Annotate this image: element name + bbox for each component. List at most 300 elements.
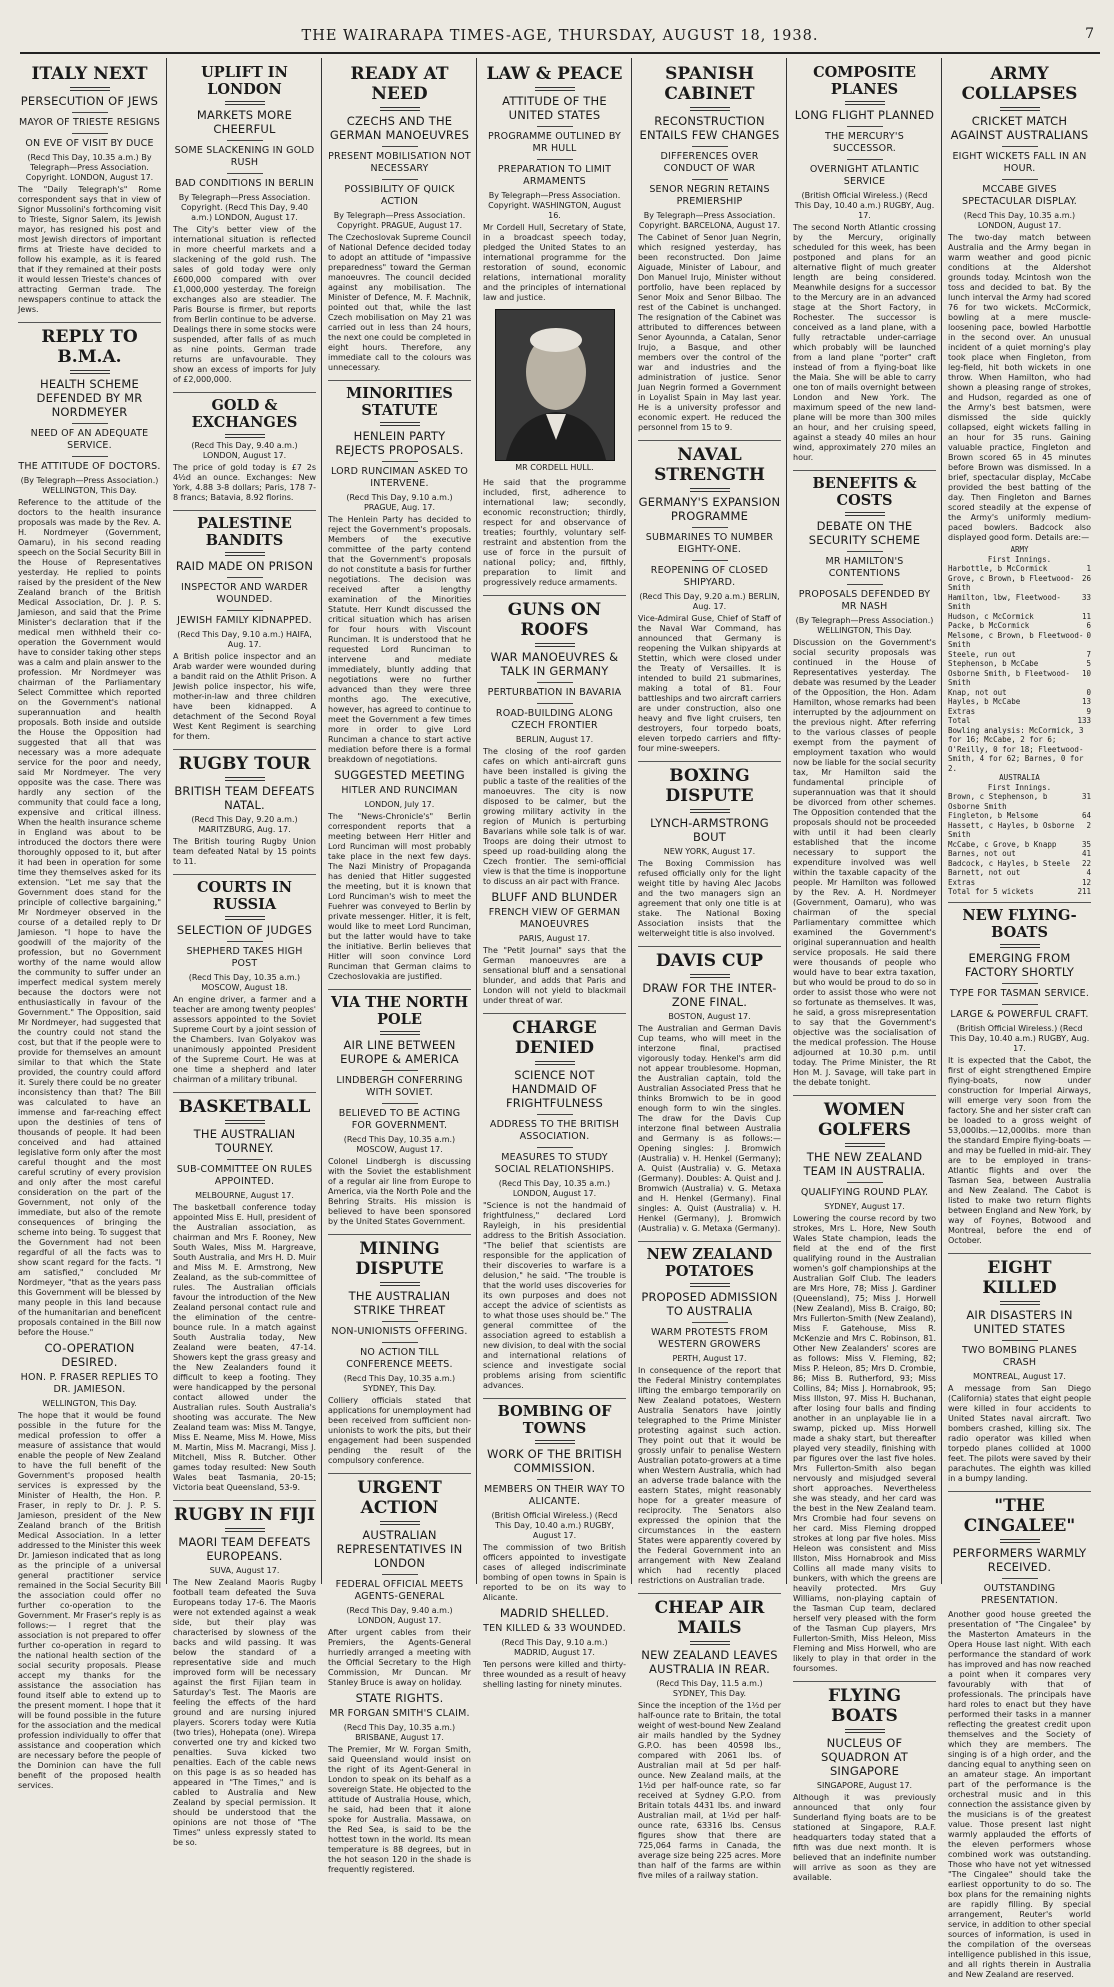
deck-separator [382,1070,418,1071]
scorecard-row [948,650,1091,660]
deck: ATTITUDE OF THE UNITED STATES [502,94,607,122]
dateline: (Recd This Day, 10.35 a.m.) MOSCOW, August 18. [188,973,301,992]
dateline: (British Official Wireless.) (Recd This Day, 10.40 a.m.) RUGBY, Aug. 17. [794,191,935,220]
headline-rule [690,1283,730,1287]
dateline: (British Official Wireless.) (Recd This Day, 10.40 a.m.) RUGBY, August 17. [491,1511,618,1540]
deck: PROPOSED ADMISSION TO AUSTRALIA [641,1290,778,1318]
article-body: A British police inspector and an Arab warder were wounded during a bandit raid on the Athlit Prison. A Jewish police inspector, his wife, mother-in-law and three children have been kidnapped. A detachment of the Second Royal West Kent Regiment is searching for them. [173,652,316,741]
deck-separator [692,527,728,528]
dateline: SINGAPORE, August 17. [816,1781,913,1790]
article-body: After urgent cables from their Premiers, the Agents-General hurriedly arranged a meeting with the Official Secretary to the High Commission, Mr Duncan. Mr Stanley Bruce is away on holiday. [328,1628,471,1687]
deck: WAR MANOEUVRES & TALK IN GERMANY [490,650,619,678]
dateline: BERLIN, August 17. [515,735,594,744]
deck: DRAW FOR THE INTER-ZONE FINAL. [642,981,777,1009]
scorecard-row [948,868,1091,878]
headline: PALESTINE BANDITS [197,515,292,549]
deck: AIR DISASTERS IN UNITED STATES [966,1307,1073,1336]
article-body: It is expected that the Cabot, the first of eight strengthened Empire flying-boats, now under construction for Imperial Airways, will emerge very soon from the factory. She and her sister craft can be loaded to a gross weight of 53,000lbs.—12,000lbs. more than the standard Empire flying-boats —and may be fuelled in mid-air. They are to be employed in trans-Atlantic flights and over the Tasman Sea, between Australia and New Zealand. The Cabot is listed to make two return flights between England and New York, by way of Foynes, Botwood and Montreal, before the end of October. [948,1055,1091,1245]
headline: ITALY NEXT [31,64,148,84]
headline: BOMBING OF TOWNS [497,1403,612,1437]
article-body: Ten persons were killed and thirty-three wounded as a result of heavy shelling lasting for ninety minutes. [483,1660,626,1689]
batsman: Knap, not out [948,687,1007,697]
dateline: By Telegraph—Press Association. Copyright. (Recd This Day, 9.40 a.m.) LONDON, August 17. [178,193,311,222]
dateline: (Recd This Day, 10.35 a.m.) SYDNEY, This Day. [343,1374,456,1393]
story [948,1258,1091,1492]
article-body: He said that the programme included, first, adherence to international law; secondly, economic reconstruction; thirdly, respect for and observance of treaties; fourthly, voluntary self-restraint and abstention from the use of force in the pursuit of national policy; and, fifthly, preparation to limit and progressively reduce armaments. [483,478,626,587]
deck-separator [382,1342,418,1343]
deck: WARM PROTESTS FROM WESTERN GROWERS [650,1327,769,1350]
story [638,951,781,1242]
headline-rule [845,512,885,516]
batsman: Hassett, c Hayles, b Osborne Smith [948,820,1075,839]
story [948,907,1091,1254]
dateline: (Recd This Day, 9.10 a.m.) HAIFA, Aug. 17. [177,630,312,649]
deck-separator [1002,1004,1038,1005]
subdeck: FRENCH VIEW OF GERMAN MANOEUVRES [488,907,621,930]
batsman: Badcock, c Hayles, b Steele [948,858,1070,868]
story [793,64,936,471]
bowling-analysis: Bowling analysis: McCormick, 3 for 16; McCabe, 2 for 6; O'Reilly, 0 for 18; Fleetwood-Smith, 4 for 62; Barnes, 0 for 2. [948,725,1084,773]
deck: THE MERCURY'S SUCCESSOR. [825,131,904,154]
scorecard-row [948,688,1091,698]
total-runs: 133 [1077,716,1091,725]
dateline: (Recd This Day, 10.35 a.m.) LONDON, August 17. [498,1179,611,1198]
headline: SPANISH CABINET [664,64,755,104]
subheadline: MADRID SHELLED. [499,1606,610,1620]
dateline: (Recd This Day, 9.10 a.m.) MADRID, August 17. [501,1638,608,1657]
column-2 [173,60,316,1847]
headline: NEW ZEALAND POTATOES [646,1246,773,1280]
article-body: The New Zealand Maoris Rugby football team defeated the Suva Europeans today 17-6. The Maoris were not extended against a weak side, but their play was characterised by slowness of the backs and wild passing. It was below the standard of a representative side and much improved form will be necessary against the first Fijian team in Saturday's Test. The Maoris are feeling the effects of the hard ground and are nursing injured players. Scorers today were Kutia (two tries), Hohepata (one). Wirepa converted one try and kicked two penalties. Suva kicked two penalties. Each of the cable news on this page is as so headed has appeared in "The Times," and is cabled to Australia and New Zealand by special permission. It should be understood that the opinions are not those of "The Times" unless expressly stated to be so. [173,1578,316,1847]
story [638,766,781,947]
deck-separator [227,610,263,611]
deck: LORD RUNCIMAN ASKED TO INTERVENE. [330,466,469,489]
total-label: Total [948,716,971,725]
headline-rule [535,1440,575,1444]
innings-label: First Innings. [987,554,1052,564]
batsman: Barnes, not out [948,849,1016,858]
headline: "THE CINGALEE" [963,1495,1076,1536]
runs: 33 [1081,592,1091,602]
deck-separator [537,703,573,704]
column-rule [941,58,942,1584]
runs: 35 [1081,839,1091,849]
story [173,64,316,393]
deck-separator [1002,179,1038,180]
deck: TWO BOMBING PLANES CRASH [961,1344,1077,1368]
batsman: Grove, c Brown, b Fleetwood-Smith [948,573,1075,592]
article-body: Lowering the course record by two strokes, Mrs L. Hore, New South Wales State champion, leads the field at the end of the first qualifying round in the Australian women's golf championships at the Australian Golf Club. The leaders are Mrs Hore, 78; Miss J. Gardiner (Queensland), 75; Miss J. Horwell (New Zealand), Miss B. Craigo, 80; Mrs Fullerton-Smith (New Zealand), Miss F. Gatehouse, Miss R. McKenzie and Mrs C. Robinson, 81. Other New Zealanders' scores are as follows: Miss V. Fleming, 82; Miss P. Heleon, 85; Mrs D. Crombie, 86; Miss B. Rutherford, 93; Miss Collins, 84; Miss J. Hornabrook, 95; Miss Illston, 97. Miss H. Buchanan, after losing four balls and finding another in an unplayable lie in a swamp, picked up. Miss Horwell made a shaky start, but thereafter played very steadily, finishing with par figures over the last five holes. Mrs Fullerton-Smith also began nervously and misjudged several short approaches. Nevertheless she was steady, and her card was the best in the New Zealand team. Mrs Crombie had four sevens on her card. Miss Fleming dropped strokes at long par five holes. Miss Heleon was consistent and Miss Illston, Miss Hornabrook and Miss Collins all made many visits to bunkers, with which the greens are heavily protected. Mrs Guy Williams, non-playing captain of the Tasman Cup team, declared herself very pleased with the form of the Tasman Cup players, Mrs Fullerton-Smith, Miss Heleon, Miss Fleming and Miss Horwell, who are likely to play in that order in the foursomes. [793,1214,936,1673]
dateline: By Telegraph—Press Association. Copyright. BARCELONA, August 17. [638,211,781,230]
article-body: The price of gold today is £7 2s 4½d an ounce. Exchanges: New York, 4.88 3-8 dollars; Paris, 178 7-8 francs; Batavia, 8.92 florins. [173,463,316,502]
story [793,1686,936,1890]
total-label: Total for 5 wickets [948,887,1034,896]
deck: PERFORMERS WARMLY RECEIVED. [952,1545,1087,1574]
subdeck: HITLER AND RUNCIMAN [341,785,458,796]
story [328,1478,471,1882]
dateline: (Recd This Day, 9.10 a.m.) PRAGUE, Aug. 17. [346,493,453,512]
subheadline: STATE RIGHTS. [355,1691,444,1705]
story [173,515,316,750]
deck-separator [382,1574,418,1575]
headline-rule [845,1143,885,1147]
deck: AIR LINE BETWEEN EUROPE & AMERICA [340,1038,459,1066]
deck-separator [692,146,728,147]
deck: RAID MADE ON PRISON [175,559,314,573]
deck: NEED OF AN ADEQUATE SERVICE. [30,428,149,451]
deck-separator [1002,1340,1038,1341]
dateline: BOSTON, August 17. [668,1012,751,1021]
deck: MEMBERS ON THEIR WAY TO ALICANTE. [484,1484,625,1507]
total-runs: 211 [1077,887,1091,896]
story [483,1018,626,1399]
team-name: ARMY [1010,545,1029,554]
story [328,994,471,1235]
headline-rule [225,916,265,920]
deck: TYPE FOR TASMAN SERVICE. [949,987,1090,999]
deck-separator [1002,1578,1038,1579]
story [328,64,471,381]
headline: CHEAP AIR MAILS [654,1598,765,1638]
deck-separator [692,179,728,180]
deck-separator [847,159,883,160]
dateline: (Recd This Day, 11.5 a.m.) SYDNEY, This Day. [656,1679,763,1698]
batsman: Stephenson, b McCabe [948,659,1039,668]
innings-label: First Innings. [987,782,1052,792]
deck: SOME SLACKENING IN GOLD RUSH [174,145,315,168]
scorecard-row [948,659,1091,669]
deck-separator [72,133,108,134]
dateline: WELLINGTON, This Day. [42,1399,137,1408]
deck-separator [1002,983,1038,984]
runs: 26 [1081,573,1091,583]
subdeck: TEN KILLED & 33 WOUNDED. [483,1623,626,1634]
deck: NON-UNIONISTS OFFERING. [331,1326,468,1337]
deck-separator [537,1114,573,1115]
dateline: (Recd This Day, 10.35 a.m.) BRISBANE, August 17. [343,1723,456,1742]
deck: DIFFERENCES OVER CONDUCT OF WAR [660,151,759,174]
runs: 11 [1081,611,1091,621]
runs: 22 [1081,858,1091,868]
headline-rule [1000,1539,1040,1543]
deck: OVERNIGHT ATLANTIC SERVICE [809,164,920,187]
column-rule [166,58,167,1584]
story [173,1097,316,1501]
headline-rule [690,1641,730,1645]
dateline: (Recd This Day, 10.35 a.m.) MOSCOW, August 17. [343,1135,456,1154]
deck-separator [847,1182,883,1183]
article-body: Mr Cordell Hull, Secretary of State, in a broadcast speech today, pledged the United States to an international programme for the restoration of sound, economic relations, international morality and the principles of international law and justice. [483,223,626,302]
deck-separator [382,1321,418,1322]
article-body: The "Petit Journal" says that the German manoeuvres are a sensational bluff and a sensational blunder, and adds that Paris and London will not yield to blackmail under threat of war. [483,946,626,1005]
deck: NO ACTION TILL CONFERENCE MEETS. [346,1347,453,1370]
headline-rule [225,101,265,105]
team-name: AUSTRALIA [999,773,1040,782]
headline-rule [380,1521,420,1525]
dateline: (By Telegraph—Press Association.) WELLINGTON, This Day. [20,476,159,495]
article-body: The British touring Rugby Union team defeated Natal by 15 points to 11. [173,837,316,866]
scorecard-total [948,887,1091,897]
deck: AUSTRALIAN REPRESENTATIVES IN LONDON [336,1528,463,1570]
headline-rule [70,87,110,91]
headline-rule [225,1120,265,1124]
batsman: Brown, c Stephenson, b Osborne Smith [948,792,1048,811]
story [638,64,781,441]
headline: UPLIFT IN LONDON [201,64,288,98]
article-body: The Boxing Commission has refused officially only for the light weight title by having Alec Jacobs and the two managers sign an agreement that only one title is at stake. The National Boxing Association insists that the welterweight title is also involved. [638,859,781,938]
dateline: (British Official Wireless.) (Recd This Day, 10.40 a.m.) RUGBY, Aug. 17. [949,1023,1090,1053]
column-rule [786,58,787,1584]
deck-separator [537,159,573,160]
article-body: The Australian and German Davis Cup teams, who will meet in the interzone final, practised vigorously today. Henkel's arm did not appear troublesome. Hopman, the Australian captain, told the Australian Associated Press that he thinks Bromwich to be in good enough form to win the singles. The draw for the Davis Cup interzone final between Australia and Germany is as follows:— Opening singles: J. Bromwich (Australia) v. H. Henkel (Germany); A. Quist (Australia) v. G. Metaxa (Germany). Doubles: A. Quist and J. Bromwich (Australia) v. G. Metaxa and H. Henkel (Germany). Final singles: A. Quist (Australia) v. H. Henkel (Germany), J. Bromwich (Australia) v. G. Metaxa (Germany). [638,1024,781,1233]
deck: SELECTION OF JUDGES [176,923,313,937]
runs: 5 [1086,659,1091,668]
runs: 2 [1086,820,1091,830]
deck: NUCLEUS OF SQUADRON AT SINGAPORE [821,1736,908,1778]
headline: FLYING BOATS [827,1686,902,1726]
story [18,64,161,323]
runs: 6 [1086,621,1091,630]
deck: THE ATTITUDE OF DOCTORS. [18,461,161,472]
deck-separator [847,551,883,552]
deck: LARGE & POWERFUL CRAFT. [950,1008,1089,1020]
headline: CHARGE DENIED [512,1018,597,1058]
subheadline: BLUFF AND BLUNDER [491,890,618,904]
deck: CZECHS AND THE GERMAN MANOEUVRES [329,114,470,142]
column-rule [631,58,632,1584]
scorecard-row [948,821,1091,840]
dateline: (Recd This Day, 9.40 a.m.) LONDON, August 17. [191,441,298,460]
deck: REOPENING OF CLOSED SHIPYARD. [650,565,769,588]
article-body: The "Daily Telegraph's" Rome correspondent says that in view of Signor Mussolini's forthcoming visit to Trieste, Signor Salem, its Jewish mayor, has resigned his post and most Jewish directors of important firms at Trieste have decided to follow his example, as it is feared that if they remained at their posts it would lessen Trieste's chances of attracting German trade. The newspapers continue to attack the Jews. [18,185,161,314]
deck-separator [692,1322,728,1323]
deck: BELIEVED TO BE ACTING FOR GOVERNMENT. [338,1108,461,1131]
deck: SUB-COMMITTEE ON RULES APPOINTED. [176,1164,313,1187]
deck-separator [847,126,883,127]
deck: PROGRAMME OUTLINED BY MR HULL [487,131,622,154]
column-rule [321,58,322,1584]
headline: RUGBY IN FIJI [173,1505,316,1525]
deck-separator [382,146,418,147]
subdeck: HON. P. FRASER REPLIES TO DR. JAMIESON. [20,1372,159,1395]
headline-rule [380,422,420,426]
deck: BAD CONDITIONS IN BERLIN [175,178,314,189]
deck: OUTSTANDING PRESENTATION. [980,1582,1059,1606]
article-body: The basketball conference today appointed Miss E. Hull, president of the Australian association, as chairman and Mrs F. Rooney, New South Wales, Miss M. Hargreave, South Australia, and Mrs H. D. Muir and Miss M. E. Armstrong, New Zealand, as the sub-committee of rules. The Australian officials favour the introduction of the New Zealand personal contact rule and the elimination of the centre-bounce rule. In a match against South Australia today, New Zealand were beaten, 47-14. Showers kept the grass greasy and the New Zealanders found it difficult to keep a footing. They were handicapped by the personal contact allowed under the Australian rules. South Australia's shooting was accurate. The New Zealand team was: Miss M. Tangye, Miss E. Neame, Miss M. Howe, Miss M. Martin, Miss M. Macrangi, Miss J. Mitchell, Miss R. Butcher. Other games today resulted: New South Wales beat Tasmania, 20-15; Victoria beat Queensland, 53-9. [173,1203,316,1492]
article-body: In consequence of the report that the Federal Ministry contemplates lifting the embargo temporarily on New Zealand potatoes, Western Australia Senators have jointly telegraphed to the Prime Minister protesting against such action. They point out that it would be grossly unfair to penalise Western Australian potato-growers at a time when Western Australia, which had an adverse trade balance with the eastern States, might reasonably hope for a greater measure of reciprocity. The Senators also expressed the opinion that the circumstances in the eastern States were apparently covered by the Federal Government into an arrangement with New Zealand which had recently placed restrictions on Australian trade. [638,1366,781,1585]
deck: LYNCH-ARMSTRONG BOUT [650,816,769,844]
headline: EIGHT KILLED [982,1257,1057,1298]
headline-rule [535,643,575,647]
dateline: SYDNEY, August 17. [824,1202,905,1211]
dateline: (Recd This Day, 9.20 a.m.) BERLIN, Aug. 17. [639,592,780,611]
headline: REPLY TO B.M.A. [41,327,138,367]
deck: LONG FLIGHT PLANNED [794,108,935,122]
scorecard-row [948,631,1091,650]
headline: BASKETBALL [178,1097,311,1117]
headline: URGENT ACTION [357,1478,442,1518]
runs: 0 [1086,687,1091,697]
scorecard-total [948,716,1091,726]
deck: NEW ZEALAND LEAVES AUSTRALIA IN REAR. [641,1648,778,1676]
article-body: The "News-Chronicle's" Berlin correspondent reports that a meeting between Herr Hitler and Lord Runciman will most probably take place in the next few days. The Nazi Ministry of Propaganda has denied that Hitler suggested the meeting, but it is known that Lord Runciman's wish to meet the Fuehrer was conveyed to Berlin by private messenger. Hitler, it is felt, would like to meet Lord Runciman, but the latter would have to take the initiative. Berlin believes that Hitler will soon convince Lord Runciman that German claims to Czechoslovakia are justified. [328,812,471,981]
masthead [20,18,1100,54]
column-4 [483,60,627,1689]
headline: VIA THE NORTH POLE [330,994,469,1028]
deck-separator [847,584,883,585]
headline-rule [535,1061,575,1065]
headline-rule [380,1282,420,1286]
headline: WOMEN GOLFERS [818,1100,911,1140]
headline-rule [690,488,730,492]
dateline: (Recd This Day, 10.35 a.m.) LONDON, August 17. [963,211,1076,230]
dateline: (By Telegraph—Press Association.) WELLINGTON, This Day. [795,616,934,635]
deck-separator [227,941,263,942]
article-body: The Czechoslovak Supreme Council of National Defence decided today to adopt an attitude of "impassive preparedness" toward the German manoeuvres. The council decided against any mobilisation. The Minister of Defence, M. F. Machnik, pointed out that, while the last Czech mobilisation on May 21 was carried out in less than 24 hours, the next one could be completed in eight hours. Therefore, any immediate call to the colours was unnecessary. [328,233,471,372]
dateline: By Telegraph—Press Association. Copyright. WASHINGTON, August 16. [488,191,621,220]
headline: BENEFITS & COSTS [812,475,917,509]
subdeck: MR FORGAN SMITH'S CLAIM. [329,1708,470,1719]
deck: MCCABE GIVES SPECTACULAR DISPLAY. [961,184,1078,207]
runs: 41 [1081,849,1091,858]
story [793,475,936,1096]
story [483,64,626,596]
deck: EIGHT WICKETS FALL IN AN HOUR. [952,151,1087,174]
scorecard-row [948,574,1091,593]
deck: GERMANY'S EXPANSION PROGRAMME [638,495,781,523]
dateline: (Recd This Day, 10.35 a.m.) By Telegraph—Press Association. Copyright. LONDON, August 17. [25,153,154,182]
headline: GOLD & EXCHANGES [191,397,298,431]
column-6 [793,60,936,1882]
story [328,1239,471,1474]
subheadline: SUGGESTED MEETING [334,768,465,782]
runs: 9 [1086,706,1091,716]
scorecard-row [948,840,1091,850]
deck: ROAD-BUILDING ALONG CZECH FRONTIER [495,708,614,731]
runs: 1 [1086,564,1091,573]
article-body: The Premier, Mr W. Forgan Smith, said Queensland would insist on the right of its Agent-General in London to speak on its behalf as a sovereign State. He objected to the attitude of Australia House, which, he said, had been that it alone spoke for Australia. Massawa, on the Red Sea, is said to be the hottest town in the world. Its mean temperature is 88 degrees, but in the hot season 120 in the shade is frequently registered. [328,1745,471,1874]
headline: COMPOSITE PLANES [813,64,916,98]
deck: SHEPHERD TAKES HIGH POST [186,946,303,969]
scorecard-row [948,612,1091,622]
deck-separator [692,560,728,561]
dateline: MONTREAL, August 17. [973,1371,1066,1381]
deck: SENOR NEGRIN RETAINS PREMIERSHIP [649,184,770,207]
headline-rule [690,974,730,978]
deck: QUALIFYING ROUND PLAY. [800,1187,929,1198]
deck-separator [382,461,418,462]
deck-separator [72,456,108,457]
dateline: LONDON, July 17. [364,800,435,809]
story [948,64,1091,903]
deck: MAORI TEAM DEFEATS EUROPEANS. [178,1535,311,1563]
scorecard-row [948,707,1091,717]
deck: EMERGING FROM FACTORY SHORTLY [964,950,1075,979]
scorecard-row [948,878,1091,888]
headline-rule [535,87,575,91]
deck-separator [227,1159,263,1160]
batsman: Steele, run out [948,649,1016,659]
scorecard [948,545,1091,897]
batsman: Hamilton, lbw, Fleetwood-Smith [948,592,1061,611]
scorecard-row [948,697,1091,707]
batsman: Barnett, not out [948,868,1021,877]
story [948,1496,1091,1987]
headline-rule [845,101,885,105]
headline: LAW & PEACE [486,64,623,84]
portrait-photo [495,309,615,461]
deck: RECONSTRUCTION ENTAILS FEW CHANGES [639,114,780,142]
article-body: The second North Atlantic crossing by the Mercury, originally scheduled for this week, has been postponed and plans for an alternative flight of much greater length are being considered. Meanwhile designs for a successor to the Mercury are in an advanced stage at the Short Factory, in Rochester. The successor is conceived as a land plane, with a fully retractable under-carriage which probably will be launched from a land plane "porter" craft instead of from a flying-boat like the Maia. She will be able to carry one ton of mails overnight between London and New York. The maximum speed of the new land-plane will be more than 300 miles an hour, and her cruising speed, against a steady 40 miles an hour wind, approximately 270 miles an hour. [793,223,936,462]
deck: PERSECUTION OF JEWS [20,94,159,108]
article-body: The hope that it would be found possible in the future for the medical profession to offer a measure of assistance that would enable the people of New Zealand to have the full benefit of the Government's proposed health services is expressed by the Minister of Health, the Hon. P. Fraser, in reply to Dr. J. P. S. Jamieson, president of the New Zealand branch of the British Medical Association. In a letter addressed to the Minister this week Dr. Jamieson indicated that as long as the principle of a universal general practitioner service remained in the Social Security Bill the association could offer no further co-operation to the Government. Mr Fraser's reply is as follows:— I regret that the association is not prepared to offer further co-operation in regard to the national health section of the social security proposals. Please accept my thanks for the assistance the association has found itself able to extend up to the present moment. I hope that it will be found possible in the future for the association and the medical profession individually to offer that assistance and cooperation which are necessary before the people of the Dominion can have the full benefit of the proposed health services. [18,1411,161,1790]
article-body: Colonel Lindbergh is discussing with the Soviet the establishment of a regular air line from Europe to America, via the North Pole and the Behring Straits. His mission is believed to have been sponsored by the United States Government. [328,1157,471,1226]
headline: RUGBY TOUR [178,754,311,774]
deck: BRITISH TEAM DEFEATS NATAL. [174,784,315,812]
deck: MARKETS MORE CHEERFUL [196,108,293,136]
headline-rule [380,107,420,111]
article-body: Discussion on the Government's social security proposals was continued in the House of Representatives yesterday. The debate was resumed by the Leader of the Opposition, the Hon. Adam Hamilton, whose remarks had been interrupted by the adjournment on the previous night. After referring to the various classes of people exempt from the payment of employment taxation who would now be liable for the social security tax, Mr Hamilton said the fundamental principle of superannuation was that it should be divorced from other schemes. The Opposition contended that the proposals should not be proceeded with until it had been clearly established that the income necessary to support the expenditure involved was well within the taxable capacity of the people. Mr Hamilton was followed by the Rev. A. H. Nordmeyer (Government, Oamaru), who was chairman of the special Parliamentary committee which examined the Government's original superannuation and health service proposals. He said there were thousands of people who would have to bear extra taxation, but who would be proud to do so in order to assist those who were not so fortunate as themselves. It was, he said, a gross misrepresentation to say that the Government's objective was the socialisation of the medical profession. The House adjourned at 10.30 p.m. until today. The Prime Minister, the Rt Hon M. J. Savage, will take part in the debate tonight. [793,638,936,1087]
batsman: Osborne Smith, b Fleetwood-Smith [948,668,1070,687]
dateline: (Recd This Day, 9.40 a.m.) LONDON, August 17. [346,1606,453,1625]
headline-rule [1000,107,1040,111]
column-3 [328,60,471,1874]
article-body: "Science is not the handmaid of frightfulness," declared Lord Rayleigh, in his presidential address to the British Association. "The belief that scientists are responsible for the application of their discoveries to warfare is a delusion," he said. "The trouble is that the world uses discoveries for its own purposes and does not accept the advice of scientists as to what those uses should be." The general committee of the association agreed to establish a new division, to deal with the social and international relations of science and investigate social problems arising from scientific advances. [483,1201,627,1390]
runs: 7 [1086,649,1091,659]
deck-separator [227,140,263,141]
dateline: By Telegraph—Press Association. Copyright. PRAGUE, August 17. [333,211,466,230]
deck-separator [72,423,108,424]
scorecard-row [948,792,1091,811]
story [638,445,781,762]
deck: CRICKET MATCH AGAINST AUSTRALIANS [950,114,1089,142]
headline: NEW FLYING-BOATS [962,906,1077,941]
deck-separator [537,126,573,127]
deck: HEALTH SCHEME DEFENDED BY MR NORDMEYER [36,377,143,419]
headline: DAVIS CUP [655,951,764,971]
story [173,1505,316,1855]
article-body: The closing of the roof garden cafes on which anti-aircraft guns have been installed is giving the public a taste of the realities of the manoeuvres. The city is now disposed to be calmer, but the growing military activity in the region of Munich is perturbing Bavarians while sole talk is of war. Troops are doing their utmost to speed up road-building along the Czech frontier. The semi-official view is that the time is inopportune to discuss an air pact with France. [483,747,626,886]
headline-rule [380,1031,420,1035]
deck-separator [537,682,573,683]
batsman: Melsome, c Brown, b Fleetwood-Smith [948,630,1084,649]
deck: DEBATE ON THE SECURITY SCHEME [808,519,921,547]
batsman: Extras [948,706,976,716]
headline: MINING DISPUTE [355,1239,444,1279]
scorecard-row [948,564,1091,574]
runs: 12 [1081,877,1091,887]
scorecard-row [948,669,1091,688]
batsman: Packe, b McCormick [948,621,1030,630]
runs: 10 [1081,668,1091,678]
deck: THE AUSTRALIAN TOURNEY. [193,1127,296,1155]
deck: FEDERAL OFFICIAL MEETS AGENTS-GENERAL [335,1579,464,1602]
story [173,879,316,1093]
story [483,1403,626,1697]
deck-separator [227,577,263,578]
runs: 0 [1086,630,1091,640]
headline-rule [225,1528,265,1532]
scorecard-row [948,849,1091,859]
deck-separator [72,112,108,113]
deck: INSPECTOR AND WARDER WOUNDED. [180,582,309,605]
article-body: Another good house greeted the presentation of "The Cingalee" by the Masterton Amateurs in the Opera House last night. With each performance the standard of work has improved and has now reached a point when it compares very favourably with that of professionals. The principals have hard roles to enact but they have performed their tasks in a manner reflecting the greatest credit upon themselves and the Society of which they are members. The singing is of a high order, and the dancing equal to anything seen on an amateur stage. An important part of the performance is the orchestral music and in this connection the assistance given by the musicians is of the greatest value. Those present last night warmly applauded the efforts of the eleven performers whose combined work was outstanding. Those who have not yet witnessed "The Cingalee" should take the earliest opportunity to do so. The box plans for the remaining nights are rapidly filling. By special arrangement, Reuter's world service, in addition to other special sources of information, is used in the compilation of the overseas intelligence published in this issue, and all rights therein in Australia and New Zealand are reserved. [948,1609,1091,1979]
headline-rule [690,809,730,813]
portrait-image [496,310,614,460]
runs: 13 [1081,697,1091,706]
dateline: (Recd This Day, 9.20 a.m.) MARITZBURG, Aug. 17. [191,815,298,834]
headline: COURTS IN RUSSIA [197,879,292,913]
